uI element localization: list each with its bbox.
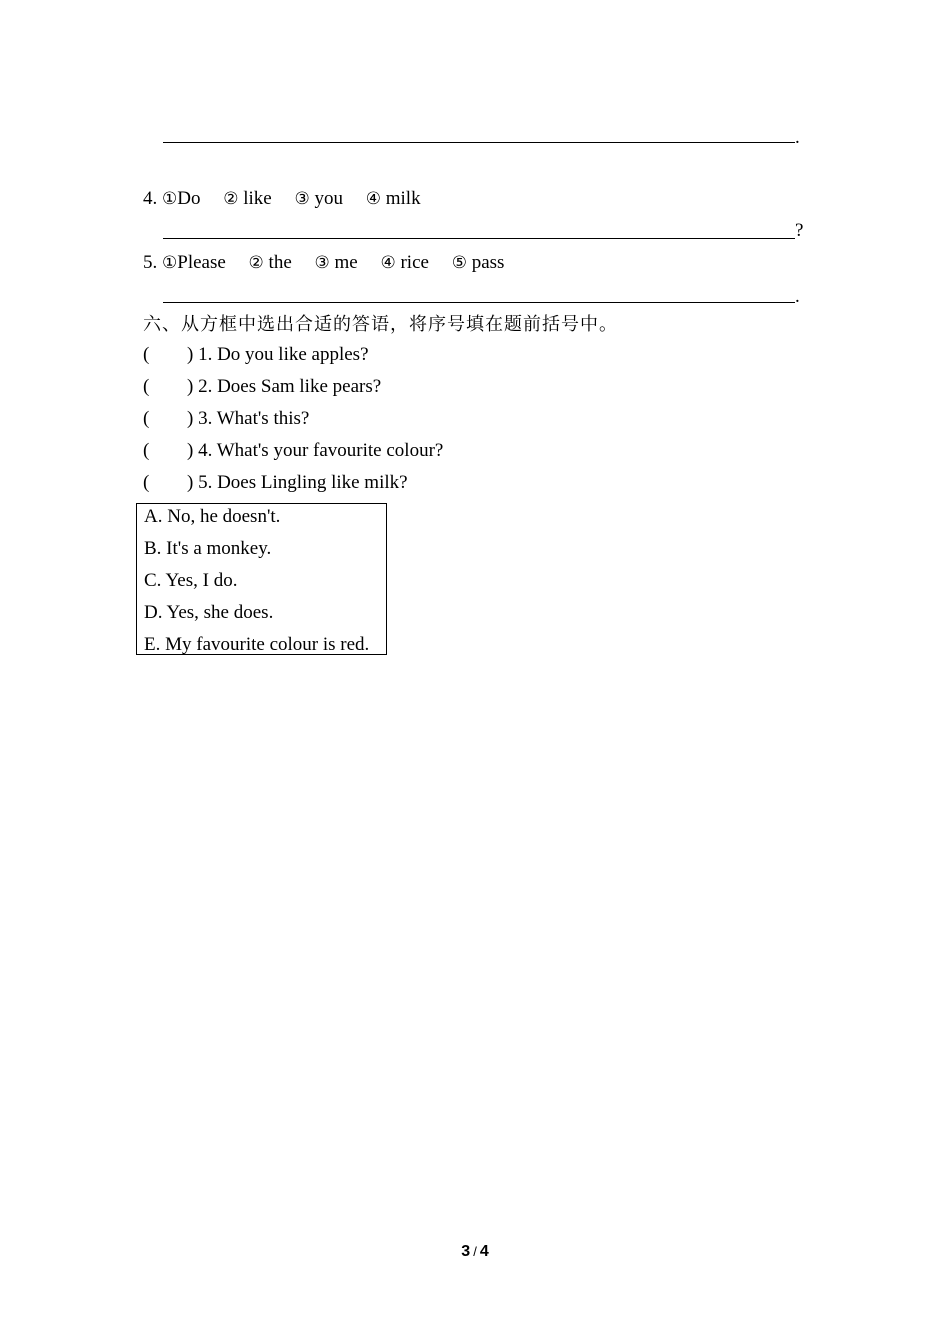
question-5-number: 5.	[143, 252, 158, 273]
q4-option-2: ② like	[223, 188, 272, 209]
answer-line-q3[interactable]	[163, 142, 795, 143]
answer-bracket[interactable]: (	[143, 344, 150, 365]
matching-question-3: ( ) 3. What's this?	[143, 408, 310, 429]
q5-option-4: ④ rice	[380, 252, 429, 273]
choice-b: B. It's a monkey.	[144, 538, 272, 559]
q4-option-1: ①Do	[162, 188, 201, 209]
matching-question-4: ( ) 4. What's your favourite colour?	[143, 440, 444, 461]
page-separator: /	[473, 1244, 477, 1259]
choice-e: E. My favourite colour is red.	[144, 634, 370, 655]
answer-end-punct-q5: .	[795, 286, 800, 307]
page-total: 4	[479, 1243, 489, 1260]
answer-bracket[interactable]: (	[143, 472, 150, 493]
matching-question-2: ( ) 2. Does Sam like pears?	[143, 376, 382, 397]
answer-bracket[interactable]: (	[143, 408, 150, 429]
q5-option-5: ⑤ pass	[451, 252, 505, 273]
answer-end-punct-q3: .	[795, 127, 800, 148]
choice-c: C. Yes, I do.	[144, 570, 238, 591]
answer-end-punct-q4: ?	[795, 220, 804, 241]
matching-question-1: ( ) 1. Do you like apples?	[143, 344, 369, 365]
answer-line-q4[interactable]	[163, 238, 795, 239]
answer-line-q5[interactable]	[163, 302, 795, 303]
question-5	[143, 252, 522, 274]
choice-d: D. Yes, she does.	[144, 602, 274, 623]
question-4	[143, 188, 439, 210]
answer-bracket[interactable]: (	[143, 376, 150, 397]
q4-option-4: ④ milk	[365, 188, 421, 209]
q4-option-3: ③ you	[294, 188, 343, 209]
page-current: 3	[461, 1243, 471, 1260]
question-4-number: 4.	[143, 188, 158, 209]
q5-option-3: ③ me	[314, 252, 358, 273]
q5-option-2: ② the	[248, 252, 292, 273]
choice-a: A. No, he doesn't.	[144, 506, 281, 527]
page-number	[0, 1243, 950, 1261]
section-6-title: 六、从方框中选出合适的答语，将序号填在题前括号中。	[143, 314, 618, 335]
matching-question-5: ( ) 5. Does Lingling like milk?	[143, 472, 408, 493]
answer-bracket[interactable]: (	[143, 440, 150, 461]
answer-choices-box	[136, 503, 387, 655]
q5-option-1: ①Please	[162, 252, 226, 273]
